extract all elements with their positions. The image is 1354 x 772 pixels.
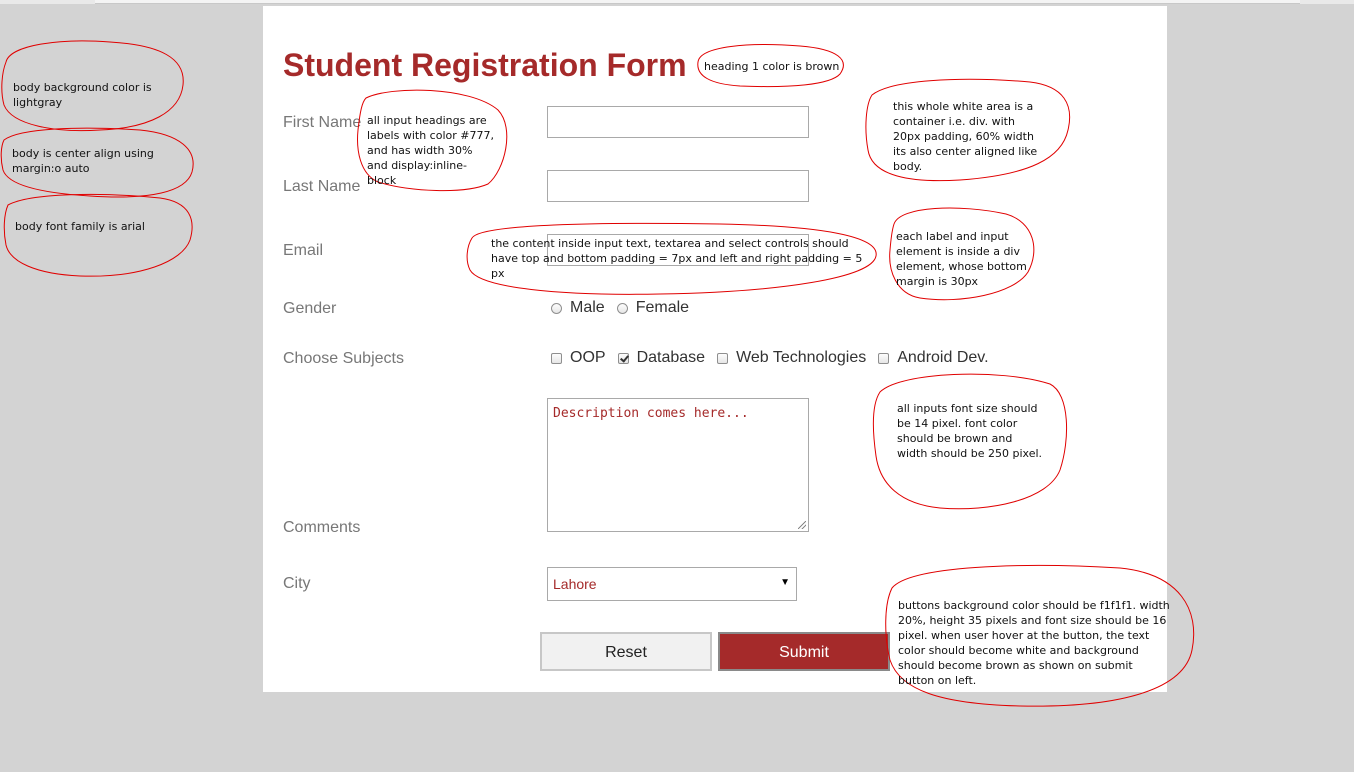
oop-checkbox[interactable] xyxy=(551,353,562,364)
city-label: City xyxy=(283,575,311,592)
subjects-label: Choose Subjects xyxy=(283,350,404,367)
comments-label: Comments xyxy=(283,519,361,536)
last-name-label: Last Name xyxy=(283,178,361,195)
comments-placeholder: Description comes here... xyxy=(553,406,749,421)
annotation-bubble-font xyxy=(4,194,192,276)
note-font-family: body font family is arial xyxy=(15,220,145,233)
database-label: Database xyxy=(636,349,706,366)
female-label: Female xyxy=(635,299,690,316)
note-labels: all input headings are labels with color #777, and has width 30% and display:inline-block xyxy=(367,114,494,187)
note-bg-color: body background color is lightgray xyxy=(13,81,152,109)
first-name-label: First Name xyxy=(283,114,362,131)
note-font-size: all inputs font size should be 14 pixel. font color should be brown and width should be 250 pixel. xyxy=(897,402,1043,460)
last-name-input[interactable] xyxy=(547,170,809,202)
male-label: Male xyxy=(570,299,605,316)
reset-button[interactable]: Reset xyxy=(540,632,712,671)
gender-options xyxy=(551,298,701,318)
note-heading-color: heading 1 color is brown xyxy=(704,60,840,73)
note-margin: each label and input element is inside a div element, whose bottom margin is 30px xyxy=(896,230,1027,288)
web-technologies-label: Web Technologies xyxy=(736,349,867,366)
email-label: Email xyxy=(283,242,324,259)
oop-label: OOP xyxy=(570,349,606,366)
scroll-strip xyxy=(95,0,1300,4)
gender-label: Gender xyxy=(283,300,337,317)
android-dev-label: Android Dev. xyxy=(897,349,989,366)
male-radio[interactable] xyxy=(551,303,562,314)
note-padding: the content inside input text, textarea and select controls should have top and bottom padding = 7px and left and right padding = 5 px xyxy=(491,237,863,280)
web-technologies-checkbox[interactable] xyxy=(717,353,728,364)
page-title: Student Registration Form xyxy=(283,47,687,83)
comments-textarea[interactable] xyxy=(547,398,809,532)
android-dev-checkbox[interactable] xyxy=(878,353,889,364)
note-center-align: body is center align using margin:o auto xyxy=(12,147,154,175)
note-container: this whole white area is a container i.e. div. with 20px padding, 60% width its also center aligned like body. xyxy=(893,100,1038,173)
dropdown-arrow-icon: ▼ xyxy=(780,577,790,588)
female-radio[interactable] xyxy=(617,303,628,314)
city-selected-value: Lahore xyxy=(553,576,597,592)
subject-options xyxy=(551,348,1001,368)
browser-top-edge xyxy=(0,0,1354,4)
city-select[interactable] xyxy=(547,567,797,601)
database-checkbox[interactable] xyxy=(618,353,629,364)
first-name-input[interactable] xyxy=(547,106,809,138)
submit-button[interactable]: Submit xyxy=(718,632,890,671)
note-buttons: buttons background color should be f1f1f1. width 20%, height 35 pixels and font size should be 16 pixel. when user hover at the button, the text color should become white and background should become brown as shown on submit button on left. xyxy=(898,599,1170,687)
resize-grip-icon[interactable] xyxy=(798,521,806,529)
